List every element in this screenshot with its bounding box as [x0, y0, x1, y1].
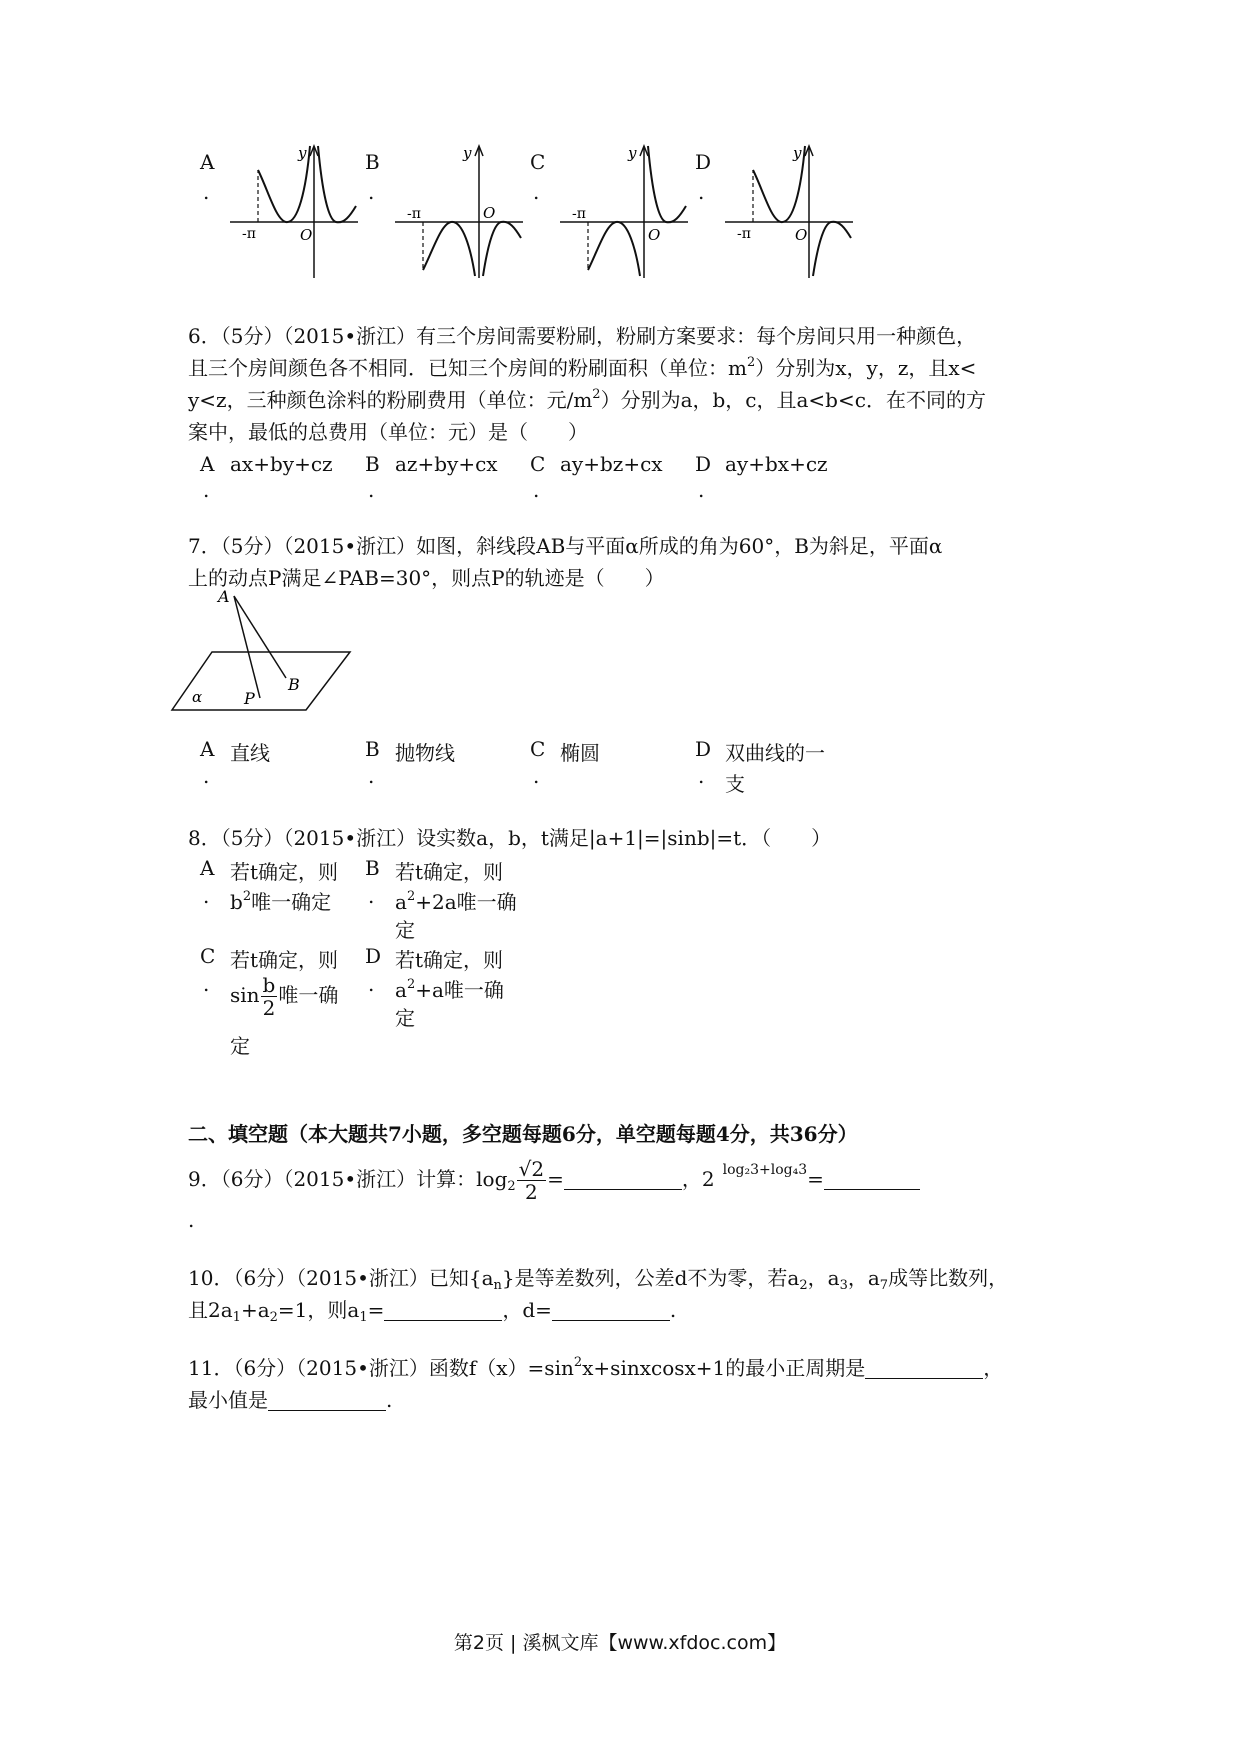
q7-option-b-text: 抛物线: [395, 741, 455, 765]
q10-line-1: 10．（6分）（2015•浙江）已知$\{a_n\}$是等差数列，公差d不为零，若$a_2$，$a_3$，$a_7$成等比数列，: [188, 1266, 1009, 1293]
q7-point-b: B: [288, 675, 300, 694]
q5-graph-c: [558, 140, 690, 280]
q6-option-d-dot: .: [698, 478, 705, 502]
q8-option-d-dot: .: [368, 972, 375, 996]
q8-option-b-letter: B: [365, 856, 380, 880]
q8-option-c-letter: C: [200, 944, 216, 968]
q10-blank-2[interactable]: [552, 1298, 670, 1321]
q9-tail: .: [188, 1208, 195, 1232]
q8-option-a-dot: .: [203, 884, 210, 908]
q5-option-c-letter: C: [530, 150, 546, 174]
q7-option-d-text: 双曲线的一: [725, 741, 825, 765]
q7-option-c-letter: C: [530, 737, 546, 761]
q11-blank-1[interactable]: [865, 1356, 983, 1379]
q8-option-d-line-2: $a^2+a$唯一确: [395, 977, 504, 1002]
q5-option-a-letter: A: [200, 150, 215, 174]
q7-figure: [168, 588, 358, 718]
q5-option-d-letter: D: [695, 150, 712, 174]
q6-option-a-dot: .: [203, 478, 210, 502]
q7-point-a: A: [218, 588, 230, 606]
q6-option-a-text: ax+by+cz: [230, 452, 333, 476]
q7-option-a-text: 直线: [230, 741, 270, 765]
q5-option-d-dot: .: [698, 180, 705, 204]
q5-graph-b-neg-pi: -π: [407, 206, 421, 222]
q5-graph-d: [723, 140, 855, 280]
q8-line-1: 8．（5分）（2015•浙江）设实数a，b，t满足|a+1|=|sinb|=t．（ ）: [188, 826, 832, 850]
q7-option-a-letter: A: [200, 737, 215, 761]
q5-graph-c-y-label: y: [628, 144, 637, 162]
q7-option-a-dot: .: [203, 764, 210, 788]
q11-line-1: 11．（6分）（2015•浙江）函数$f(x)=\sin^2x+sinxcosx+1$的最小正周期是 ，: [188, 1355, 1004, 1380]
q5-graph-c-neg-pi: -π: [572, 206, 586, 222]
q6-line-1: 6．（5分）（2015•浙江）有三个房间需要粉刷，粉刷方案要求：每个房间只用一种颜色，: [188, 324, 977, 348]
q8-option-a-letter: A: [200, 856, 215, 880]
q9-blank-1[interactable]: [564, 1167, 682, 1190]
q6-option-b-letter: B: [365, 452, 380, 476]
q5-graph-d-y-label: y: [793, 144, 802, 162]
q7-option-d-dot: .: [698, 764, 705, 788]
page-footer: 第2页 | 溪枫文库【www.xfdoc.com】: [453, 1632, 787, 1654]
q7-plane-alpha: α: [192, 688, 203, 706]
q10-blank-1[interactable]: [384, 1298, 502, 1321]
q6-option-c-text: ay+bz+cx: [560, 452, 663, 476]
q7-option-b-dot: .: [368, 764, 375, 788]
q8-option-d-letter: D: [365, 944, 382, 968]
q5-option-b-dot: .: [368, 180, 375, 204]
q6-option-c-letter: C: [530, 452, 546, 476]
q8-option-b-dot: .: [368, 884, 375, 908]
q7-option-d-text-2: 支: [725, 772, 745, 796]
q7-line-1: 7．（5分）（2015•浙江）如图，斜线段AB与平面α所成的角为60°，B为斜足，平面α: [188, 534, 943, 558]
q5-graph-d-origin: O: [795, 226, 808, 244]
q5-graph-c-origin: O: [648, 226, 661, 244]
q6-option-a-letter: A: [200, 452, 215, 476]
q5-graph-a-neg-pi: -π: [242, 226, 256, 242]
q8-option-c-dot: .: [203, 972, 210, 996]
q8-option-b-line-1: 若t确定，则: [395, 860, 504, 884]
q10-line-2: 且$2a_1+a_2=1$，则$a_1=$ ，d= .: [188, 1298, 677, 1325]
q7-option-b-letter: B: [365, 737, 380, 761]
q7-line-2: 上的动点P满足∠PAB=30°，则点P的轨迹是（ ）: [188, 566, 665, 590]
q11-line-2: 最小值是 .: [188, 1388, 393, 1412]
q5-option-a-dot: .: [203, 180, 210, 204]
q7-option-d-letter: D: [695, 737, 712, 761]
q6-option-b-text: az+by+cx: [395, 452, 498, 476]
q7-option-c-text: 椭圆: [560, 741, 600, 765]
q9-fraction: $\frac{√2}{2}$: [518, 1157, 545, 1204]
q5-option-b-letter: B: [365, 150, 380, 174]
q5-graph-b: [393, 140, 525, 280]
q8-option-c-line-2: sin $\frac{b}{2}$ 唯一确: [230, 973, 339, 1020]
q8-option-c-line-3: 定: [230, 1034, 250, 1058]
q5-graph-a-origin: O: [300, 226, 313, 244]
q6-line-4: 案中，最低的总费用（单位：元）是（ ）: [188, 420, 588, 444]
q8-option-c-fraction: $\frac{b}{2}$: [262, 973, 276, 1020]
q7-point-p: P: [244, 689, 255, 708]
q8-option-a-line-1: 若t确定，则: [230, 860, 339, 884]
q6-option-c-dot: .: [533, 478, 540, 502]
q8-option-c-line-1: 若t确定，则: [230, 948, 339, 972]
q8-option-d-line-3: 定: [395, 1006, 415, 1030]
q6-option-b-dot: .: [368, 478, 375, 502]
q5-graph-a: [228, 140, 360, 280]
q6-option-d-letter: D: [695, 452, 712, 476]
q8-option-d-line-1: 若t确定，则: [395, 948, 504, 972]
q11-blank-2[interactable]: [268, 1388, 386, 1411]
q8-option-b-line-3: 定: [395, 918, 415, 942]
q8-option-a-line-2: $b^2$唯一确定: [230, 889, 332, 914]
q5-graph-d-neg-pi: -π: [737, 226, 751, 242]
q6-option-d-text: ay+bx+cz: [725, 452, 828, 476]
q5-graph-a-y-label: y: [298, 144, 307, 162]
q5-option-c-dot: .: [533, 180, 540, 204]
q6-line-2: 且三个房间颜色各不相同．已知三个房间的粉刷面积（单位：$m^2$）分别为x，y，z，且x<: [188, 355, 977, 380]
section-2-title: 二、填空题（本大题共7小题，多空题每题6分，单空题每题4分，共36分）: [188, 1122, 858, 1146]
q7-option-c-dot: .: [533, 764, 540, 788]
q5-graph-b-y-label: y: [463, 144, 472, 162]
q9-line-1: 9．（6分）（2015•浙江）计算：$\log_2$ $\frac{√2}{2}$ = ，2 $^{log_23+log_43}$=: [188, 1158, 920, 1203]
q5-graph-b-origin: O: [483, 204, 496, 222]
q8-option-b-line-2: $a^2+2a$唯一确: [395, 889, 517, 914]
q9-blank-2[interactable]: [824, 1167, 920, 1190]
q6-line-3: y<z，三种颜色涂料的粉刷费用（单位：元$/m^2$）分别为a，b，c，且a<b<c．在不同的方: [188, 387, 986, 412]
